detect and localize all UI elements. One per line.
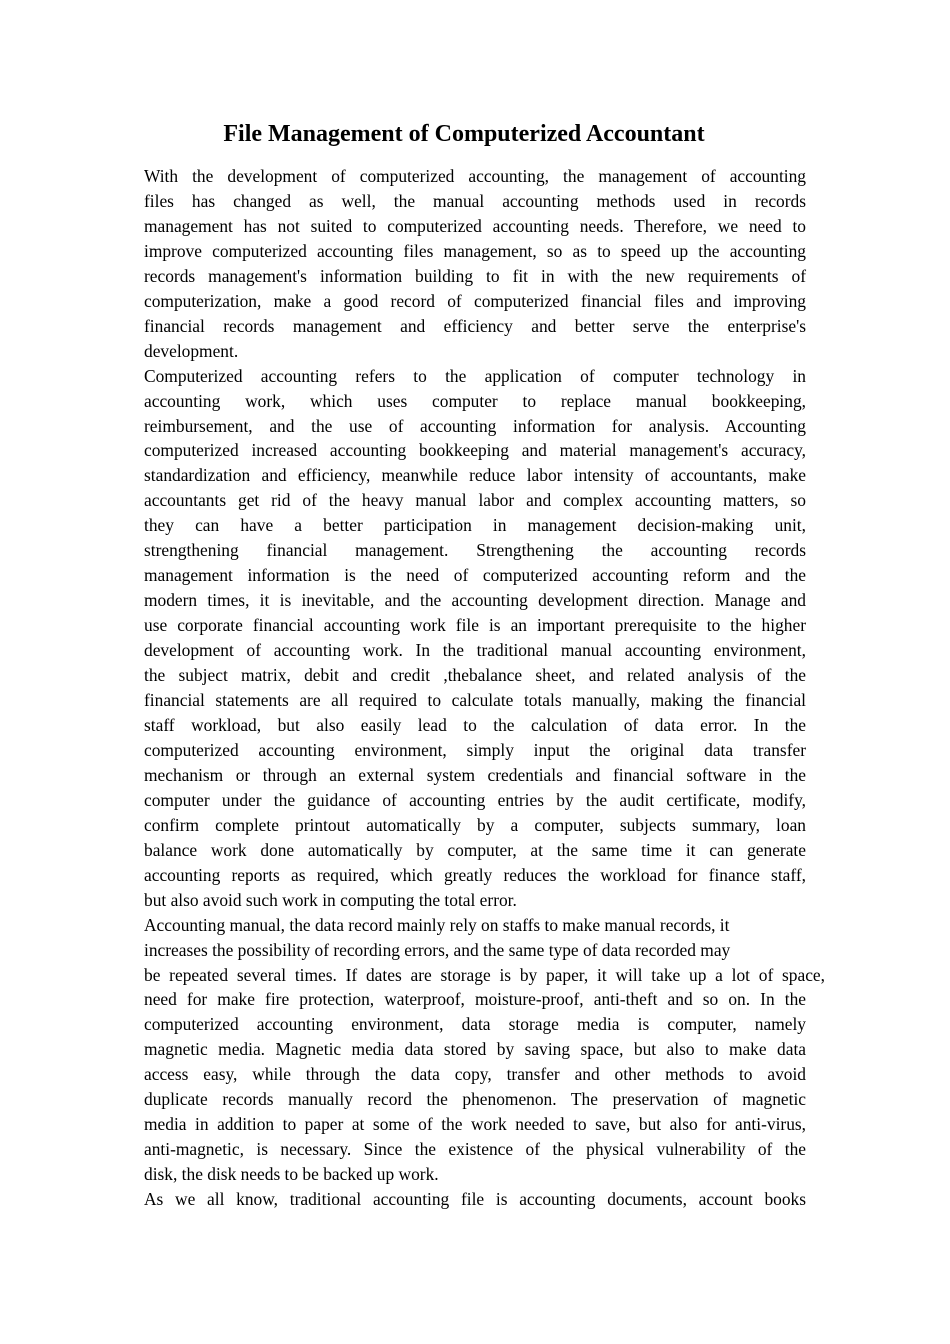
text-line: modern times, it is inevitable, and the accounting development direction. Manage and: [144, 590, 806, 611]
text-line: files has changed as well, the manual accounting methods used in records: [144, 190, 806, 211]
text-line: accountants get rid of the heavy manual labor and complex accounting matters, so: [144, 490, 806, 511]
text-line: financial records management and efficiency and better serve the enterprise's: [144, 315, 806, 336]
text-line: standardization and efficiency, meanwhile reduce labor intensity of accountants, make: [144, 465, 806, 486]
paragraph-4: [144, 1187, 806, 1212]
text-line: disk, the disk needs to be backed up work.: [144, 1164, 439, 1185]
text-line: management has not suited to computerized accounting needs. Therefore, we need to: [144, 215, 806, 236]
text-line: but also avoid such work in computing the total error.: [144, 889, 517, 910]
text-line: records management's information building to fit in with the new requirements of: [144, 265, 806, 286]
text-line: the subject matrix, debit and credit ,thebalance sheet, and related analysis of the: [144, 665, 806, 686]
document-title: File Management of Computerized Accountant: [223, 121, 705, 147]
text-line: balance work done automatically by computer, at the same time it can generate: [144, 839, 806, 860]
text-line: accounting work, which uses computer to replace manual bookkeeping,: [144, 390, 806, 411]
text-line: confirm complete printout automatically by a computer, subjects summary, loan: [144, 814, 806, 835]
text-line: As we all know, traditional accounting file is accounting documents, account books: [144, 1189, 806, 1210]
text-line: Accounting manual, the data record mainly rely on staffs to make manual records, it: [144, 914, 730, 935]
paragraph-1: [144, 164, 806, 364]
text-line: management information is the need of computerized accounting reform and the: [144, 565, 806, 586]
text-line: accounting reports as required, which greatly reduces the workload for finance staff,: [144, 864, 806, 885]
text-line: development.: [144, 340, 239, 361]
text-line: financial statements are all required to calculate totals manually, making the financial: [144, 690, 806, 711]
text-line: duplicate records manually record the phenomenon. The preservation of magnetic: [144, 1089, 806, 1110]
text-line: media in addition to paper at some of the work needed to save, but also for anti-virus,: [144, 1114, 806, 1135]
text-line: improve computerized accounting files management, so as to speed up the accounting: [144, 240, 806, 261]
text-line: computerized accounting environment, data storage media is computer, namely: [144, 1014, 806, 1035]
text-line: be repeated several times. If dates are storage is by paper, it will take up a lot of space,: [144, 964, 825, 985]
text-line: computerization, make a good record of computerized financial files and improving: [144, 290, 806, 311]
paragraph-3: [144, 913, 825, 1187]
text-line: use corporate financial accounting work file is an important prerequisite to the higher: [144, 615, 806, 636]
text-line: magnetic media. Magnetic media data stored by saving space, but also to make data: [144, 1039, 806, 1060]
text-line: mechanism or through an external system credentials and financial software in the: [144, 764, 806, 785]
text-line: computerized accounting environment, simply input the original data transfer: [144, 739, 806, 760]
text-line: development of accounting work. In the traditional manual accounting environment,: [144, 640, 806, 661]
text-line: reimbursement, and the use of accounting information for analysis. Accounting: [144, 415, 806, 436]
text-line: they can have a better participation in management decision-making unit,: [144, 515, 806, 536]
text-line: computerized increased accounting bookkeeping and material management's accuracy,: [144, 440, 806, 461]
text-line: anti-magnetic, is necessary. Since the existence of the physical vulnerability of the: [144, 1139, 806, 1160]
text-line: need for make fire protection, waterproof, moisture-proof, anti-theft and so on. In the: [144, 989, 806, 1010]
text-line: strengthening financial management. Strengthening the accounting records: [144, 540, 806, 561]
text-line: With the development of computerized accounting, the management of accounting: [144, 166, 806, 186]
document-body: [144, 164, 825, 1212]
paragraph-2: [144, 364, 806, 913]
text-line: staff workload, but also easily lead to the calculation of data error. In the: [144, 714, 806, 735]
text-line: Computerized accounting refers to the application of computer technology in: [144, 365, 806, 386]
text-line: computer under the guidance of accounting entries by the audit certificate, modify,: [144, 789, 806, 810]
text-line: increases the possibility of recording errors, and the same type of data recorded may: [144, 939, 731, 960]
text-line: access easy, while through the data copy, transfer and other methods to avoid: [144, 1064, 806, 1085]
